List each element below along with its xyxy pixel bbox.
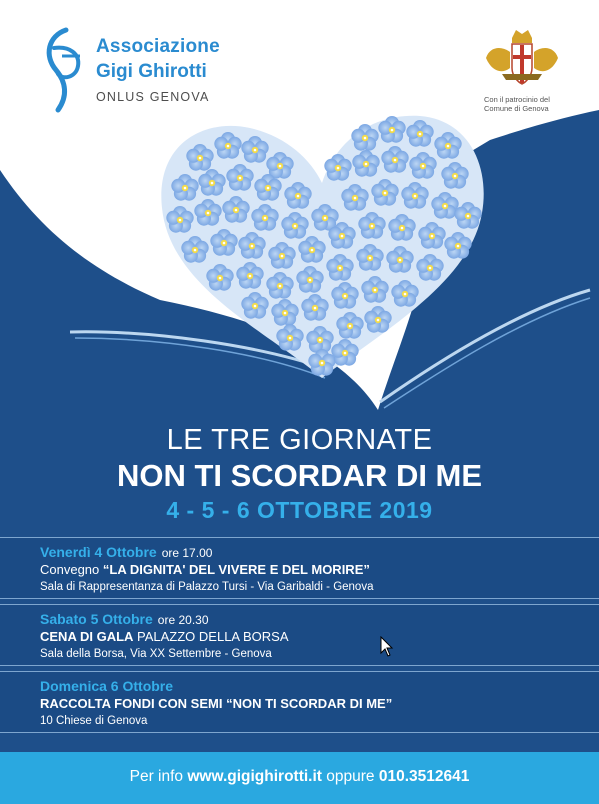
event-desc-suffix: PALAZZO DELLA BORSA [133,629,289,644]
event-description [40,696,392,711]
event-day [40,544,212,560]
info-footer [0,752,599,804]
event-dates: 4 - 5 - 6 OTTOBRE 2019 [166,497,433,523]
event-desc-bold: “LA DIGNITA' DEL VIVERE E DEL MORIRE” [102,562,370,577]
patronage-text [484,95,574,113]
event-day-label: Domenica 6 Ottobre [40,678,174,694]
footer-text [0,752,599,802]
event-desc-prefix: Convegno [40,562,103,577]
phone-number: 010.3512641 [378,768,470,785]
title-line1: LE TRE GIORNATE [166,424,433,456]
event-time: ore 17.00 [161,546,213,560]
event-friday [0,537,599,599]
footer-middle: oppure [321,768,379,785]
event-location: Sala di Rappresentanza di Palazzo Tursi - Via Garibaldi - Genova [40,581,374,593]
event-desc-bold: CENA DI GALA [40,629,134,644]
mouse-cursor-icon [380,636,394,658]
heart-flowers-illustration [150,98,495,388]
genova-crest-icon [482,28,562,90]
event-sunday [0,671,599,733]
event-day [40,678,173,694]
event-location: Sala della Borsa, Via XX Settembre - Genova [40,648,272,660]
logo-mark-icon [40,26,88,114]
logo-name-line1: Associazione [96,36,220,57]
event-desc-bold: RACCOLTA FONDI CON SEMI “NON TI SCORDAR DI ME” [40,696,393,711]
footer-prefix: Per info [129,768,188,785]
event-description [40,629,289,644]
event-saturday [0,604,599,666]
title-line2: NON TI SCORDAR DI ME [116,458,483,493]
event-time: ore 20.30 [157,613,209,627]
event-day-label: Venerdì 4 Ottobre [40,544,157,560]
event-day-label: Sabato 5 Ottobre [40,611,153,627]
title-block [0,424,599,524]
patronage-line1: Con il patrocinio del [484,95,550,104]
logo-name-line3: ONLUS GENOVA [96,90,210,104]
events-list [0,537,599,738]
patronage-line2: Comune di Genova [484,104,549,113]
event-day [40,611,209,627]
event-description [40,562,370,577]
event-location: 10 Chiese di Genova [40,715,148,727]
logo-name-line2: Gigi Ghirotti [96,61,207,82]
website-link[interactable]: www.gigighirotti.it [187,768,322,785]
association-logo [40,26,260,106]
